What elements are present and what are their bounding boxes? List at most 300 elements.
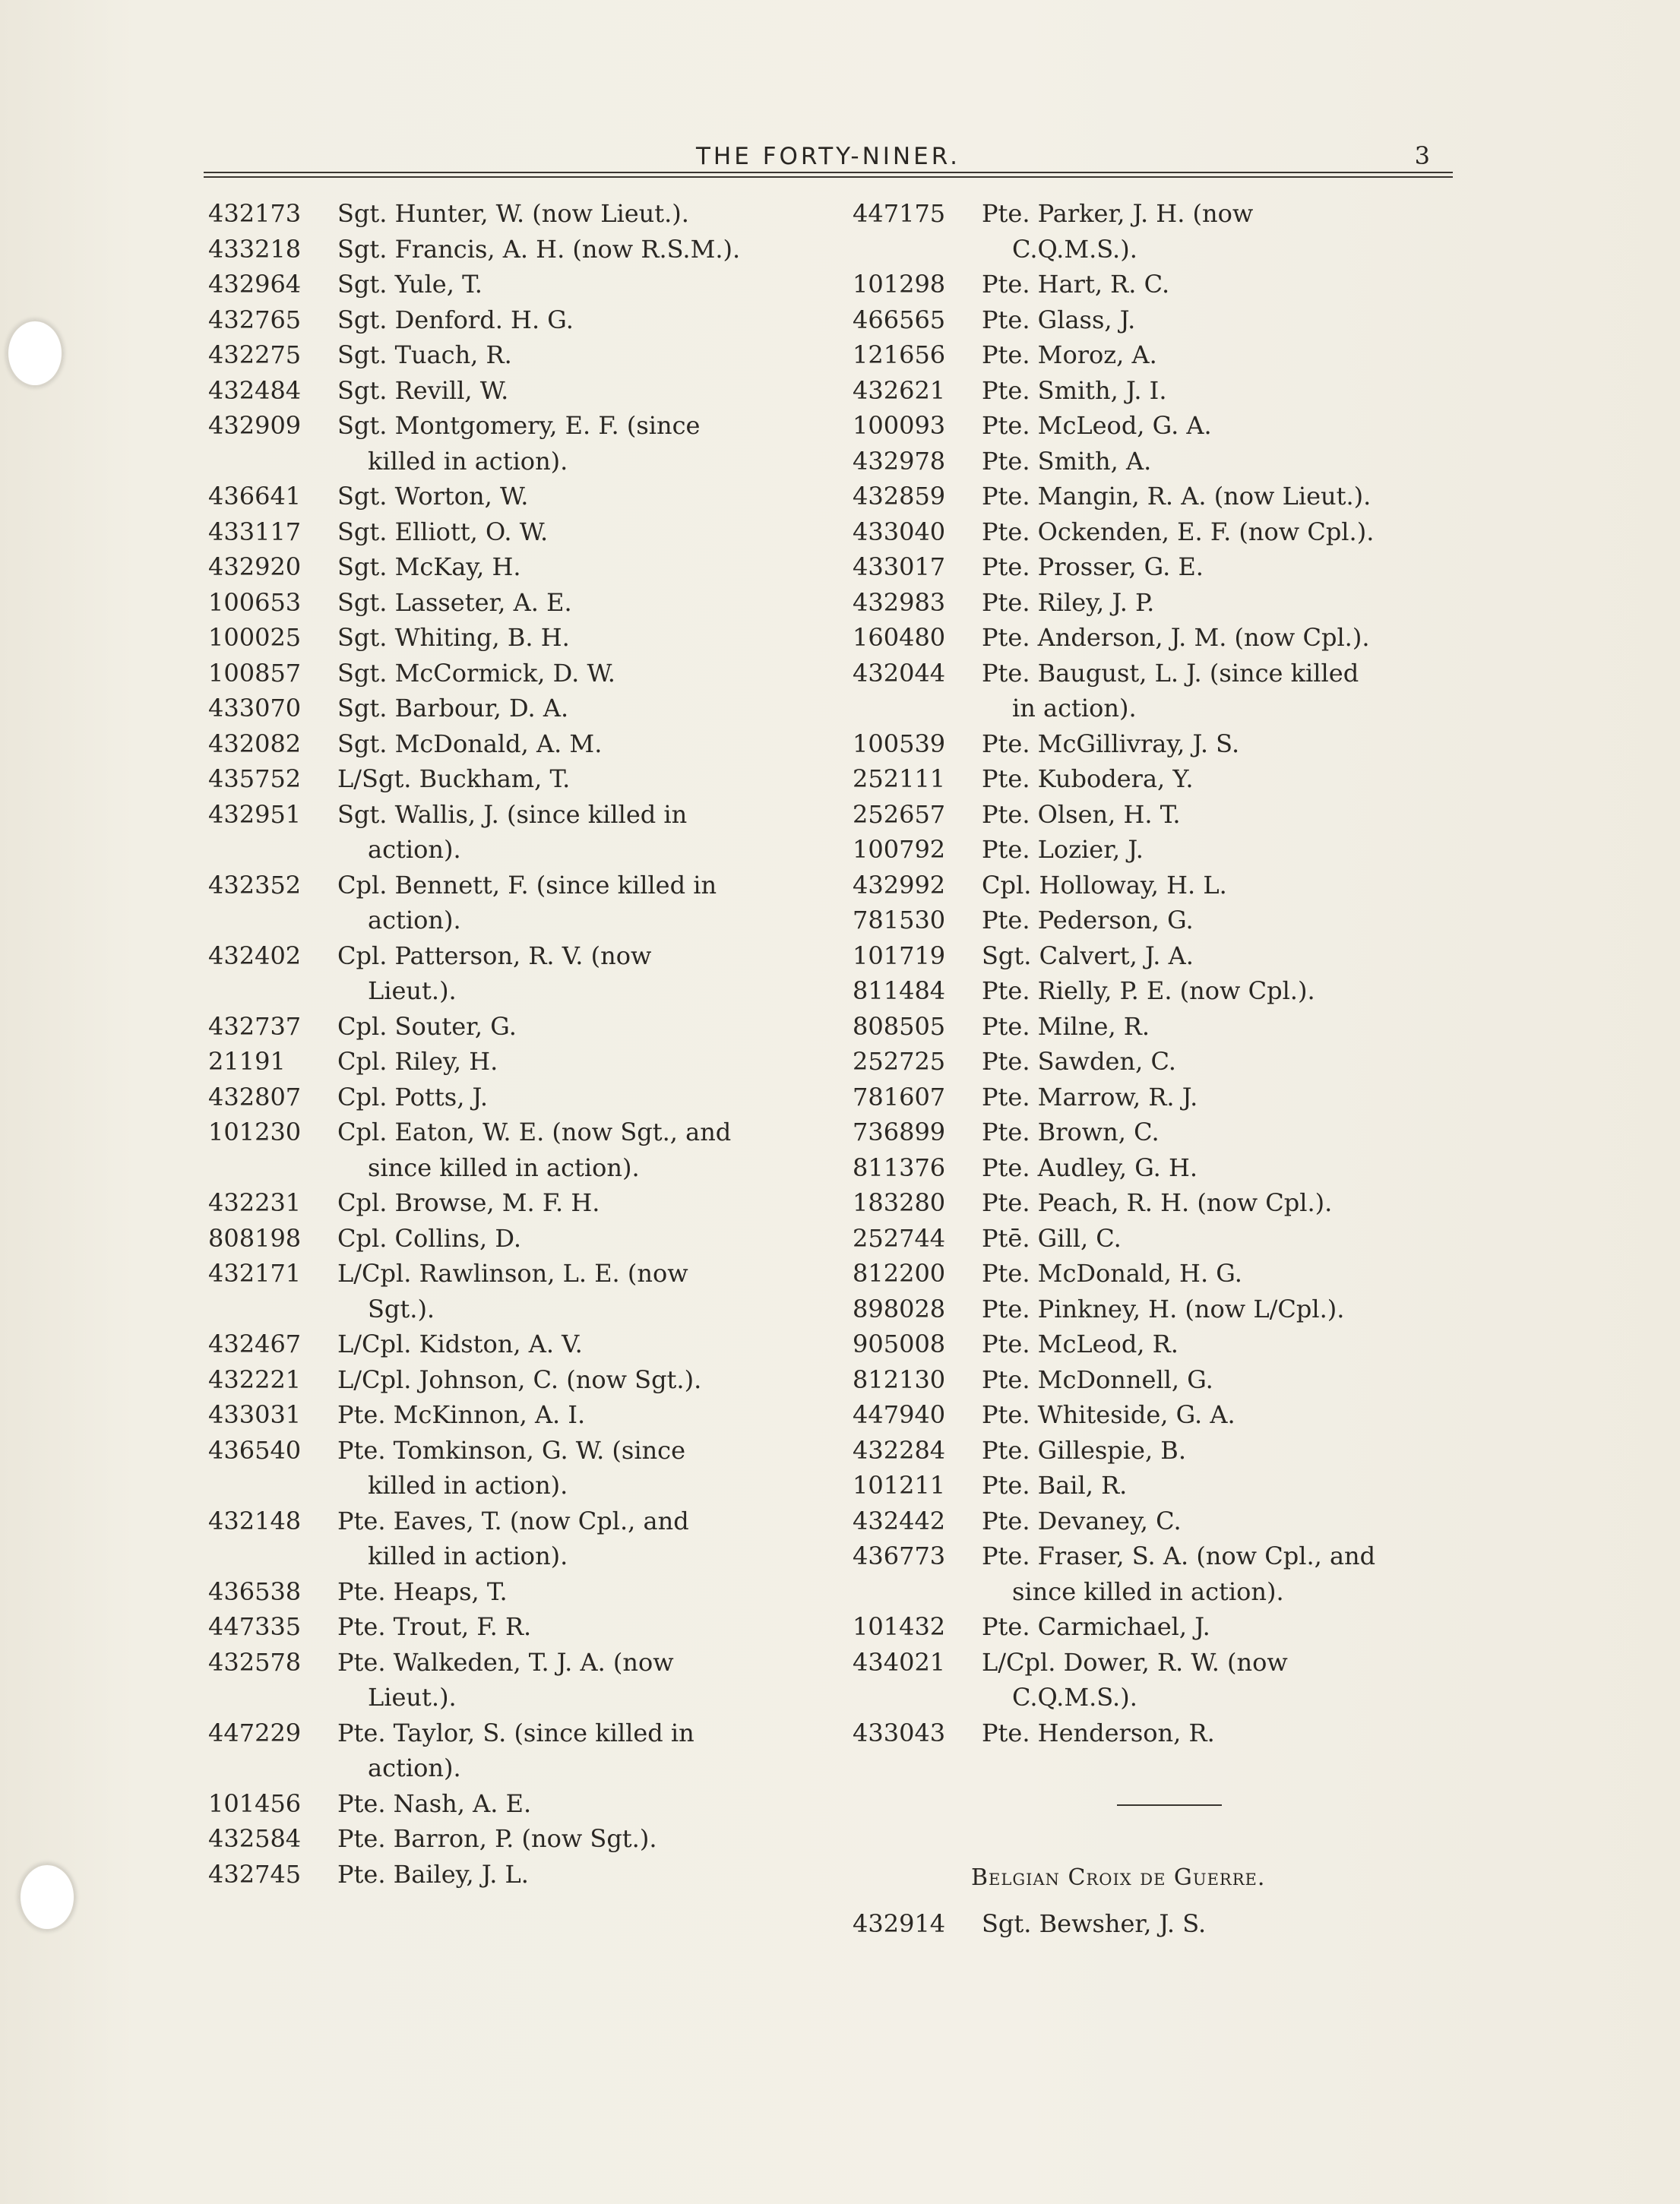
soldier-entry-text bbox=[337, 1821, 821, 1857]
list-item bbox=[205, 267, 821, 302]
soldier-name: Pte. McLeod, R. bbox=[982, 1330, 1179, 1358]
service-number: 436540 bbox=[208, 1435, 302, 1465]
list-item bbox=[205, 726, 821, 762]
soldier-entry-text bbox=[337, 726, 821, 762]
list-item bbox=[205, 1256, 821, 1327]
soldier-name: Pte. Eaves, T. (now Cpl., and bbox=[337, 1506, 689, 1535]
service-number: 252744 bbox=[853, 1223, 946, 1253]
soldier-entry-text bbox=[982, 267, 1466, 302]
service-number: 432148 bbox=[208, 1506, 302, 1535]
service-number: 433117 bbox=[208, 517, 302, 546]
service-number: 781530 bbox=[853, 906, 946, 934]
service-number: 252111 bbox=[853, 764, 946, 793]
soldier-entry-text bbox=[982, 1115, 1466, 1150]
list-item bbox=[205, 585, 821, 621]
service-number: 432992 bbox=[853, 870, 946, 900]
soldier-entry-text bbox=[337, 1256, 821, 1327]
list-item bbox=[205, 1080, 821, 1115]
service-number: 432352 bbox=[208, 870, 302, 900]
service-number: 432914 bbox=[853, 1909, 946, 1938]
soldier-note-continuation: C.Q.M.S.). bbox=[1012, 234, 1137, 264]
service-number: 432859 bbox=[853, 482, 946, 511]
service-number: 101432 bbox=[853, 1612, 946, 1641]
soldier-entry-text bbox=[982, 1715, 1466, 1751]
service-number: 101298 bbox=[853, 270, 946, 299]
soldier-entry-text bbox=[982, 726, 1466, 762]
soldier-name: Sgt. Bewsher, J. S. bbox=[982, 1909, 1207, 1938]
list-item bbox=[849, 302, 1466, 338]
soldier-entry-text bbox=[982, 196, 1466, 267]
soldier-entry-text bbox=[337, 585, 821, 621]
soldier-name: L/Cpl. Rawlinson, L. E. (now bbox=[337, 1259, 688, 1288]
page-header bbox=[204, 137, 1453, 176]
soldier-entry-text bbox=[982, 408, 1466, 444]
soldier-entry-text bbox=[982, 1292, 1466, 1327]
soldier-entry-text bbox=[337, 1044, 821, 1080]
soldier-entry-text bbox=[982, 868, 1466, 903]
list-item bbox=[205, 1821, 821, 1857]
service-number: 432173 bbox=[208, 199, 302, 228]
service-number: 811376 bbox=[853, 1153, 946, 1182]
soldier-name: Pte. Moroz, A. bbox=[982, 340, 1157, 369]
list-item bbox=[849, 1150, 1466, 1186]
soldier-entry-text bbox=[982, 1221, 1466, 1257]
soldier-name: Pte. Barron, P. (now Sgt.). bbox=[337, 1824, 657, 1853]
list-item bbox=[205, 761, 821, 797]
service-number: 432467 bbox=[208, 1330, 302, 1358]
list-item bbox=[205, 1009, 821, 1045]
service-number: 447175 bbox=[853, 199, 946, 228]
soldier-entry-text bbox=[337, 1504, 821, 1574]
service-number: 432484 bbox=[208, 375, 302, 405]
soldier-entry-text bbox=[337, 1115, 821, 1185]
soldier-entry-text bbox=[337, 196, 821, 232]
service-number: 898028 bbox=[853, 1294, 946, 1323]
soldier-name: Sgt. Worton, W. bbox=[337, 482, 529, 511]
soldier-entry-text bbox=[982, 514, 1466, 550]
service-number: 433040 bbox=[853, 517, 946, 546]
soldier-name: Pte. Marrow, R. J. bbox=[982, 1082, 1198, 1111]
soldier-name: Pte. Peach, R. H. (now Cpl.). bbox=[982, 1188, 1333, 1217]
soldier-name: Cpl. Patterson, R. V. (now bbox=[337, 941, 652, 970]
section-divider bbox=[1117, 1804, 1222, 1806]
soldier-entry-text bbox=[337, 691, 821, 726]
soldier-entry-text bbox=[337, 1433, 821, 1504]
soldier-name: Cpl. Souter, G. bbox=[337, 1011, 517, 1041]
service-number: 812130 bbox=[853, 1364, 946, 1394]
soldier-name: Pte. Baugust, L. J. (since killed bbox=[982, 658, 1359, 688]
list-item bbox=[849, 973, 1466, 1009]
list-item bbox=[849, 726, 1466, 762]
soldier-name: Pte. Tomkinson, G. W. (since bbox=[337, 1435, 686, 1465]
list-item bbox=[205, 797, 821, 868]
soldier-note-continuation: Lieut.). bbox=[368, 976, 457, 1005]
list-item bbox=[205, 1609, 821, 1645]
service-number: 447940 bbox=[853, 1400, 946, 1429]
soldier-entry-text bbox=[337, 620, 821, 656]
soldier-entry-text bbox=[337, 1786, 821, 1822]
service-number: 21191 bbox=[208, 1047, 286, 1076]
soldier-name: L/Sgt. Buckham, T. bbox=[337, 764, 571, 793]
service-number: 432983 bbox=[853, 587, 946, 617]
soldier-note-continuation: action). bbox=[368, 1753, 461, 1782]
soldier-name: Pte. Rielly, P. E. (now Cpl.). bbox=[982, 976, 1315, 1005]
service-number: 100539 bbox=[853, 729, 946, 758]
service-number: 160480 bbox=[853, 623, 946, 652]
soldier-note-continuation: since killed in action). bbox=[1012, 1576, 1284, 1606]
list-item bbox=[205, 408, 821, 479]
soldier-entry-text bbox=[982, 1609, 1466, 1645]
service-number: 100025 bbox=[208, 623, 302, 652]
list-item bbox=[849, 1906, 1466, 1942]
service-number: 435752 bbox=[208, 764, 302, 793]
list-item bbox=[849, 832, 1466, 868]
service-number: 432978 bbox=[853, 446, 946, 476]
list-item bbox=[849, 868, 1466, 903]
soldier-entry-text bbox=[982, 302, 1466, 338]
soldier-name: Sgt. Yule, T. bbox=[337, 270, 482, 299]
soldier-entry-text bbox=[982, 373, 1466, 409]
list-item bbox=[205, 1221, 821, 1257]
soldier-note-continuation: since killed in action). bbox=[368, 1153, 640, 1182]
service-number: 432745 bbox=[208, 1859, 302, 1889]
soldier-entry-text bbox=[982, 1645, 1466, 1715]
soldier-name: Cpl. Potts, J. bbox=[337, 1082, 489, 1111]
list-item bbox=[205, 1786, 821, 1822]
soldier-entry-text bbox=[337, 1080, 821, 1115]
soldier-entry-text bbox=[982, 1397, 1466, 1433]
soldier-name: Pte. Gillespie, B. bbox=[982, 1435, 1186, 1465]
service-number: 432964 bbox=[208, 270, 302, 299]
soldier-name: Pte. Brown, C. bbox=[982, 1118, 1160, 1146]
list-item bbox=[205, 1433, 821, 1504]
soldier-name: Pte. Lozier, J. bbox=[982, 835, 1144, 864]
soldier-note-continuation: action). bbox=[368, 906, 461, 934]
soldier-entry-text bbox=[337, 1362, 821, 1398]
soldier-name: L/Cpl. Kidston, A. V. bbox=[337, 1330, 583, 1358]
soldier-entry-text bbox=[337, 797, 821, 868]
soldier-entry-text bbox=[337, 549, 821, 585]
soldier-entry-text bbox=[982, 337, 1466, 373]
service-number: 434021 bbox=[853, 1647, 946, 1677]
service-number: 432578 bbox=[208, 1647, 302, 1677]
list-item bbox=[849, 1645, 1466, 1715]
service-number: 433043 bbox=[853, 1718, 946, 1747]
soldier-name: Pte. Mangin, R. A. (now Lieut.). bbox=[982, 482, 1372, 511]
soldier-name: Sgt. Calvert, J. A. bbox=[982, 941, 1194, 970]
right-column-list bbox=[849, 196, 1466, 1750]
soldier-name: Sgt. Denford. H. G. bbox=[337, 305, 574, 334]
soldier-name: Pte. Trout, F. R. bbox=[337, 1612, 532, 1641]
service-number: 466565 bbox=[853, 305, 946, 334]
soldier-name: Cpl. Holloway, H. L. bbox=[982, 870, 1227, 900]
soldier-entry-text bbox=[982, 1504, 1466, 1539]
soldier-entry-text bbox=[982, 549, 1466, 585]
soldier-name: Pte. Olsen, H. T. bbox=[982, 799, 1181, 829]
list-item bbox=[849, 444, 1466, 479]
list-item bbox=[849, 938, 1466, 974]
service-number: 812200 bbox=[853, 1259, 946, 1288]
soldier-entry-text bbox=[982, 832, 1466, 868]
service-number: 432442 bbox=[853, 1506, 946, 1535]
list-item bbox=[849, 549, 1466, 585]
list-item bbox=[849, 656, 1466, 726]
service-number: 808505 bbox=[853, 1011, 946, 1041]
list-item bbox=[205, 1574, 821, 1610]
soldier-entry-text bbox=[982, 1150, 1466, 1186]
soldier-entry-text bbox=[337, 868, 821, 938]
list-item bbox=[205, 1185, 821, 1221]
list-item bbox=[849, 797, 1466, 833]
service-number: 811484 bbox=[853, 976, 946, 1005]
soldier-name: Pte. McGillivray, J. S. bbox=[982, 729, 1240, 758]
soldier-name: Pte. Ockenden, E. F. (now Cpl.). bbox=[982, 517, 1375, 546]
list-item bbox=[205, 1362, 821, 1398]
soldier-name: Sgt. Lasseter, A. E. bbox=[337, 587, 572, 617]
soldier-entry-text bbox=[337, 761, 821, 797]
soldier-name: Pte. Glass, J. bbox=[982, 305, 1136, 334]
service-number: 447335 bbox=[208, 1612, 302, 1641]
service-number: 100792 bbox=[853, 835, 946, 864]
soldier-entry-text bbox=[982, 1009, 1466, 1045]
list-item bbox=[205, 232, 821, 267]
service-number: 101211 bbox=[853, 1471, 946, 1500]
service-number: 808198 bbox=[208, 1223, 302, 1253]
left-column-list bbox=[205, 196, 821, 1892]
service-number: 447229 bbox=[208, 1718, 302, 1747]
list-item bbox=[849, 337, 1466, 373]
soldier-entry-text bbox=[982, 1080, 1466, 1115]
soldier-name: Pte. Devaney, C. bbox=[982, 1506, 1182, 1535]
service-number: 432082 bbox=[208, 729, 302, 758]
soldier-name: Pte. Nash, A. E. bbox=[337, 1788, 532, 1818]
soldier-name: Pte. Parker, J. H. (now bbox=[982, 199, 1254, 228]
soldier-note-continuation: Sgt.). bbox=[368, 1294, 435, 1323]
belgian-award-entry bbox=[849, 1906, 1466, 1942]
service-number: 100857 bbox=[208, 658, 302, 688]
service-number: 432275 bbox=[208, 340, 302, 369]
soldier-entry-text bbox=[982, 1327, 1466, 1362]
soldier-entry-text bbox=[982, 444, 1466, 479]
service-number: 432621 bbox=[853, 375, 946, 405]
service-number: 432044 bbox=[853, 658, 946, 688]
soldier-entry-text bbox=[337, 1327, 821, 1362]
soldier-name: Pte. Henderson, R. bbox=[982, 1718, 1215, 1747]
soldier-entry-text bbox=[337, 373, 821, 409]
list-item bbox=[205, 1857, 821, 1893]
header-rule-double bbox=[204, 176, 1453, 178]
page-title: THE FORTY-NINER. bbox=[696, 143, 960, 170]
soldier-entry-text bbox=[982, 656, 1466, 726]
soldier-entry-text bbox=[982, 761, 1466, 797]
page-number: 3 bbox=[1414, 141, 1430, 170]
list-item bbox=[849, 479, 1466, 514]
soldier-name: Sgt. Barbour, D. A. bbox=[337, 694, 569, 723]
list-item bbox=[849, 1185, 1466, 1221]
soldier-name: Pte. Whiteside, G. A. bbox=[982, 1400, 1235, 1429]
soldier-name: Pte. Riley, J. P. bbox=[982, 587, 1155, 617]
list-item bbox=[205, 1044, 821, 1080]
header-rule bbox=[204, 172, 1453, 173]
list-item bbox=[849, 1504, 1466, 1539]
list-item bbox=[849, 373, 1466, 409]
soldier-entry-text bbox=[337, 938, 821, 1009]
soldier-name: Pte. Sawden, C. bbox=[982, 1047, 1176, 1076]
list-item bbox=[205, 337, 821, 373]
list-item bbox=[849, 1221, 1466, 1257]
list-item bbox=[849, 1609, 1466, 1645]
list-item bbox=[205, 656, 821, 691]
soldier-entry-text bbox=[337, 1397, 821, 1433]
list-item bbox=[205, 620, 821, 656]
soldier-note-continuation: Lieut.). bbox=[368, 1683, 457, 1712]
list-item bbox=[205, 938, 821, 1009]
soldier-name: Pte. Heaps, T. bbox=[337, 1576, 508, 1606]
soldier-name: Cpl. Eaton, W. E. (now Sgt., and bbox=[337, 1118, 732, 1146]
service-number: 432584 bbox=[208, 1824, 302, 1853]
service-number: 432221 bbox=[208, 1364, 302, 1394]
list-item bbox=[849, 1327, 1466, 1362]
service-number: 101230 bbox=[208, 1118, 302, 1146]
service-number: 436641 bbox=[208, 482, 302, 511]
soldier-name: Cpl. Riley, H. bbox=[337, 1047, 498, 1076]
soldier-name: Pte. Walkeden, T. J. A. (now bbox=[337, 1647, 674, 1677]
service-number: 436538 bbox=[208, 1576, 302, 1606]
soldier-entry-text bbox=[982, 1044, 1466, 1080]
soldier-note-continuation: in action). bbox=[1012, 694, 1137, 723]
soldier-name: Pte. Pederson, G. bbox=[982, 906, 1194, 934]
soldier-entry-text bbox=[337, 1185, 821, 1221]
soldier-entry-text bbox=[337, 1715, 821, 1786]
list-item bbox=[205, 868, 821, 938]
soldier-entry-text bbox=[982, 1362, 1466, 1398]
soldier-note-continuation: killed in action). bbox=[368, 446, 568, 476]
service-number: 183280 bbox=[853, 1188, 946, 1217]
soldier-name: Pte. Bailey, J. L. bbox=[337, 1859, 529, 1889]
service-number: 905008 bbox=[853, 1330, 946, 1358]
soldier-name: Ptē. Gill, C. bbox=[982, 1223, 1122, 1253]
punch-hole-bottom bbox=[18, 1863, 76, 1931]
soldier-name: Pte. McDonnell, G. bbox=[982, 1364, 1213, 1394]
service-number: 433218 bbox=[208, 234, 302, 264]
list-item bbox=[849, 514, 1466, 550]
soldier-name: Sgt. Tuach, R. bbox=[337, 340, 512, 369]
list-item bbox=[205, 1645, 821, 1715]
soldier-note-continuation: killed in action). bbox=[368, 1542, 568, 1570]
soldier-name: Cpl. Bennett, F. (since killed in bbox=[337, 870, 717, 900]
soldier-name: Pte. Smith, A. bbox=[982, 446, 1152, 476]
soldier-entry-text bbox=[982, 1433, 1466, 1469]
list-item bbox=[849, 1538, 1466, 1609]
list-item bbox=[849, 1433, 1466, 1469]
soldier-entry-text bbox=[337, 479, 821, 514]
list-item bbox=[849, 1292, 1466, 1327]
service-number: 252725 bbox=[853, 1047, 946, 1076]
service-number: 432171 bbox=[208, 1259, 302, 1288]
soldier-entry-text bbox=[337, 302, 821, 338]
soldier-name: Pte. Kubodera, Y. bbox=[982, 764, 1194, 793]
soldier-name: Pte. Anderson, J. M. (now Cpl.). bbox=[982, 623, 1370, 652]
list-item bbox=[849, 1080, 1466, 1115]
soldier-note-continuation: action). bbox=[368, 835, 461, 864]
soldier-name: Pte. McLeod, G. A. bbox=[982, 411, 1212, 440]
service-number: 433031 bbox=[208, 1400, 302, 1429]
soldier-entry-text bbox=[982, 1185, 1466, 1221]
service-number: 736899 bbox=[853, 1118, 946, 1146]
service-number: 100093 bbox=[853, 411, 946, 440]
soldier-name: Pte. Smith, J. I. bbox=[982, 375, 1167, 405]
list-item bbox=[205, 1715, 821, 1786]
soldier-name: Sgt. Hunter, W. (now Lieut.). bbox=[337, 199, 689, 228]
soldier-entry-text bbox=[982, 1468, 1466, 1504]
soldier-entry-text bbox=[337, 267, 821, 302]
soldier-entry-text bbox=[337, 1009, 821, 1045]
soldier-entry-text bbox=[337, 1609, 821, 1645]
list-item bbox=[205, 1327, 821, 1362]
soldier-entry-text bbox=[337, 232, 821, 267]
soldier-entry-text bbox=[337, 514, 821, 550]
list-item bbox=[205, 373, 821, 409]
soldier-note-continuation: C.Q.M.S.). bbox=[1012, 1683, 1137, 1712]
soldier-entry-text bbox=[337, 1645, 821, 1715]
service-number: 432737 bbox=[208, 1011, 302, 1041]
soldier-name: L/Cpl. Johnson, C. (now Sgt.). bbox=[337, 1364, 702, 1394]
service-number: 433017 bbox=[853, 552, 946, 581]
list-item bbox=[205, 196, 821, 232]
list-item bbox=[849, 1362, 1466, 1398]
soldier-entry-text bbox=[982, 620, 1466, 656]
service-number: 101719 bbox=[853, 941, 946, 970]
list-item bbox=[849, 1397, 1466, 1433]
list-item bbox=[849, 620, 1466, 656]
soldier-name: Pte. Bail, R. bbox=[982, 1471, 1128, 1500]
soldier-entry-text bbox=[982, 973, 1466, 1009]
service-number: 432231 bbox=[208, 1188, 302, 1217]
soldier-name: Pte. Carmichael, J. bbox=[982, 1612, 1210, 1641]
soldier-name: Sgt. Revill, W. bbox=[337, 375, 509, 405]
soldier-name: Pte. Hart, R. C. bbox=[982, 270, 1170, 299]
soldier-entry-text bbox=[337, 1857, 821, 1893]
list-item bbox=[849, 1009, 1466, 1045]
soldier-name: Pte. Milne, R. bbox=[982, 1011, 1150, 1041]
soldier-name: Sgt. Wallis, J. (since killed in bbox=[337, 799, 688, 829]
list-item bbox=[205, 691, 821, 726]
service-number: 100653 bbox=[208, 587, 302, 617]
service-number: 432909 bbox=[208, 411, 302, 440]
list-item bbox=[205, 1115, 821, 1185]
service-number: 252657 bbox=[853, 799, 946, 829]
soldier-name: L/Cpl. Dower, R. W. (now bbox=[982, 1647, 1288, 1677]
soldier-name: Sgt. McDonald, A. M. bbox=[337, 729, 603, 758]
soldier-entry-text bbox=[337, 408, 821, 479]
soldier-name: Pte. Pinkney, H. (now L/Cpl.). bbox=[982, 1294, 1345, 1323]
list-item bbox=[849, 585, 1466, 621]
soldier-entry-text bbox=[982, 938, 1466, 974]
soldier-name: Cpl. Browse, M. F. H. bbox=[337, 1188, 600, 1217]
service-number: 436773 bbox=[853, 1542, 946, 1570]
soldier-name: Sgt. Elliott, O. W. bbox=[337, 517, 549, 546]
service-number: 101456 bbox=[208, 1788, 302, 1818]
list-item bbox=[205, 1504, 821, 1574]
soldier-name: Sgt. Francis, A. H. (now R.S.M.). bbox=[337, 234, 741, 264]
soldier-name: Pte. McKinnon, A. I. bbox=[337, 1400, 586, 1429]
soldier-name: Pte. Taylor, S. (since killed in bbox=[337, 1718, 694, 1747]
soldier-entry-text bbox=[982, 903, 1466, 938]
soldier-entry-text bbox=[337, 337, 821, 373]
punch-hole-top bbox=[6, 319, 64, 387]
soldier-entry-text bbox=[982, 1256, 1466, 1292]
list-item bbox=[849, 1256, 1466, 1292]
